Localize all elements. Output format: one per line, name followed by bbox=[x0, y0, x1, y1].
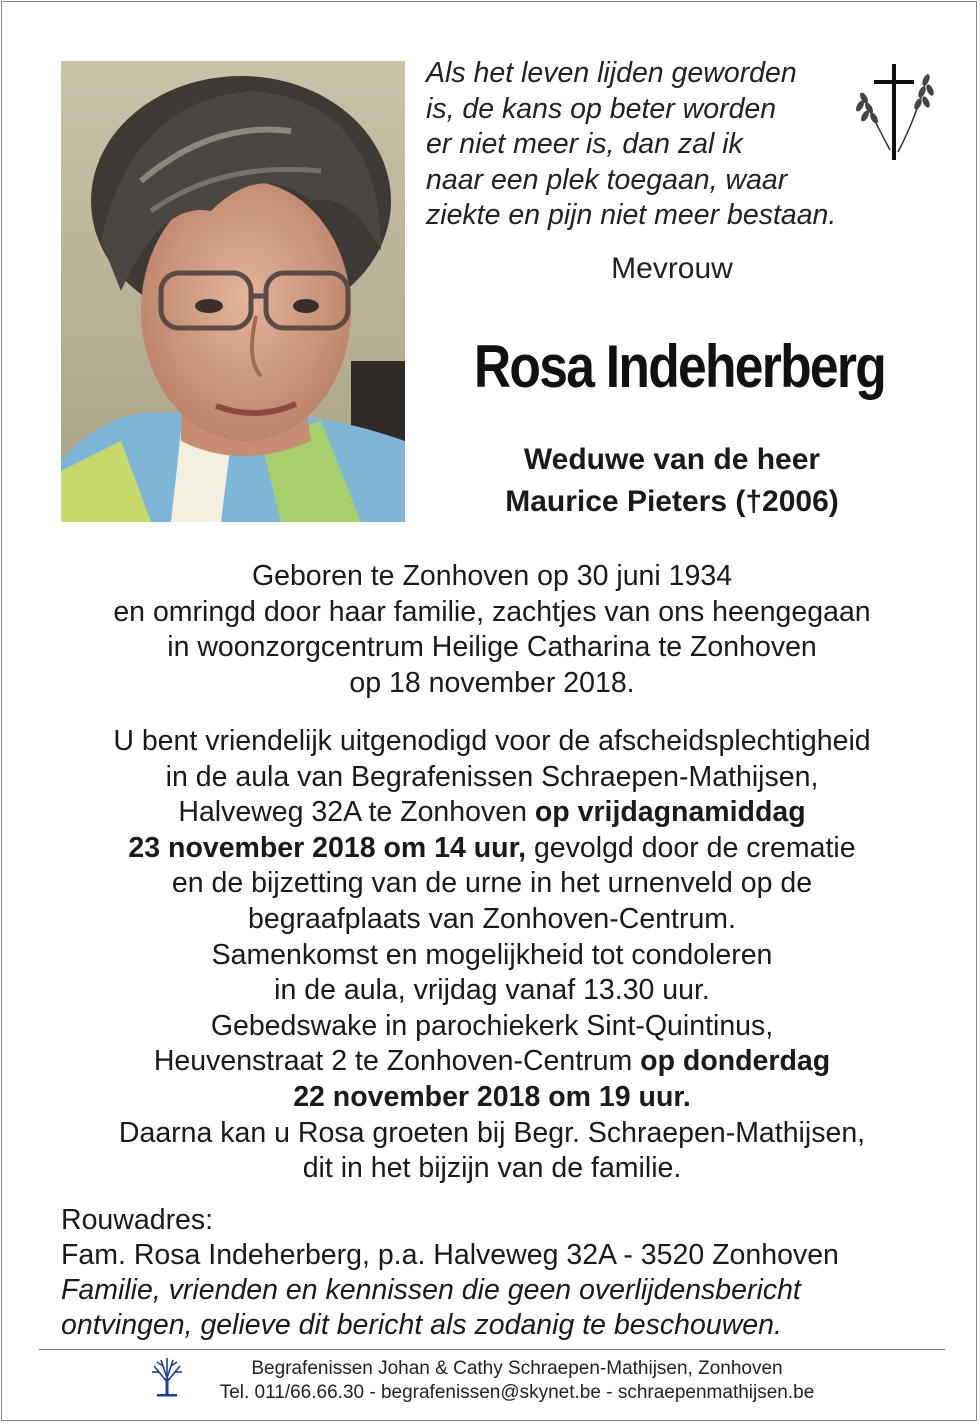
ceremony-line bbox=[42, 831, 942, 867]
ceremony-line bbox=[42, 1044, 942, 1080]
poem-line: is, de kans op beter worden bbox=[426, 92, 777, 125]
footer-divider bbox=[39, 1349, 945, 1350]
ceremony-line: dit in het bijzijn van de familie. bbox=[302, 1152, 682, 1185]
poem-line: Als het leven lijden geworden bbox=[426, 57, 797, 89]
ceremony-line: in de aula, vrijdag vanaf 13.30 uur. bbox=[274, 974, 710, 1007]
ceremony-emphasis: 23 november 2018 om 14 uur, bbox=[128, 831, 527, 864]
ceremony-line: Samenkomst en mogelijkheid tot condoleren bbox=[211, 938, 773, 971]
ceremony-line bbox=[42, 1080, 942, 1116]
address-label: Rouwadres: bbox=[61, 1204, 214, 1236]
mourning-address bbox=[61, 1203, 941, 1343]
ceremony-text: Halveweg 32A te Zonhoven bbox=[178, 796, 535, 829]
ceremony-line: in de aula van Begrafenissen Schraepen-Mathijsen, bbox=[165, 760, 819, 793]
widow-of bbox=[422, 439, 922, 523]
birth-line: Geboren te Zonhoven op 30 juni 1934 bbox=[251, 560, 733, 592]
birth-line: in woonzorgcentrum Heilige Catharina te Zonhoven bbox=[167, 631, 817, 664]
widow-line: Maurice Pieters (†2006) bbox=[505, 485, 839, 518]
ceremony-line: en de bijzetting van de urne in het urnenveld op de bbox=[171, 867, 813, 900]
poem-line: er niet meer is, dan zal ik bbox=[426, 128, 743, 160]
portrait-illustration bbox=[61, 61, 405, 522]
ceremony-text: Heuvenstraat 2 te Zonhoven-Centrum bbox=[153, 1045, 641, 1078]
notice-line: ontvingen, gelieve dit bericht als zodanig te beschouwen. bbox=[61, 1309, 782, 1341]
ceremony-line: Gebedswake in parochiekerk Sint-Quintinus, bbox=[210, 1009, 774, 1042]
funeral-home-contact: Tel. 011/66.66.30 - begrafenissen@skynet.be - schraepenmathijsen.be bbox=[219, 1381, 815, 1403]
ceremony-emphasis: op donderdag bbox=[640, 1045, 831, 1078]
ceremony-line: Daarna kan u Rosa groeten bij Begr. Schraepen-Mathijsen, bbox=[118, 1116, 866, 1149]
poem-verse bbox=[426, 56, 846, 234]
portrait-photo bbox=[61, 61, 405, 522]
ceremony-line bbox=[42, 795, 942, 831]
deceased-name: Rosa Indeherberg bbox=[473, 333, 886, 400]
ceremony-emphasis: 22 november 2018 om 19 uur. bbox=[293, 1080, 691, 1113]
ceremony-emphasis: op vrijdagnamiddag bbox=[534, 796, 806, 829]
ceremony-line: begraafplaats van Zonhoven-Centrum. bbox=[248, 902, 736, 935]
address-text: Fam. Rosa Indeherberg, p.a. Halveweg 32A - 3520 Zonhoven bbox=[61, 1239, 839, 1271]
ceremony-text: gevolgd door de crematie bbox=[526, 831, 856, 864]
poem-line: ziekte en pijn niet meer bestaan. bbox=[426, 199, 837, 231]
funeral-home-name: Begrafenissen Johan & Cathy Schraepen-Mathijsen, Zonhoven bbox=[251, 1358, 783, 1379]
poem-line: naar een plek toegaan, waar bbox=[426, 163, 788, 196]
salutation: Mevrouw bbox=[611, 252, 733, 285]
widow-line: Weduwe van de heer bbox=[523, 443, 821, 476]
tree-logo-icon bbox=[149, 1356, 185, 1405]
ceremony-block bbox=[42, 724, 942, 1187]
birth-death-block bbox=[42, 559, 942, 701]
ceremony-line: U bent vriendelijk uitgenodigd voor de afscheidsplechtigheid bbox=[113, 725, 871, 757]
funeral-home-footer bbox=[192, 1357, 842, 1404]
obituary-card bbox=[1, 1, 977, 1421]
birth-line: op 18 november 2018. bbox=[349, 666, 635, 699]
birth-line: en omringd door haar familie, zachtjes van ons heengegaan bbox=[113, 595, 871, 628]
notice-line: Familie, vrienden en kennissen die geen overlijdensbericht bbox=[61, 1274, 801, 1306]
cross-with-wheat-icon bbox=[854, 60, 934, 167]
